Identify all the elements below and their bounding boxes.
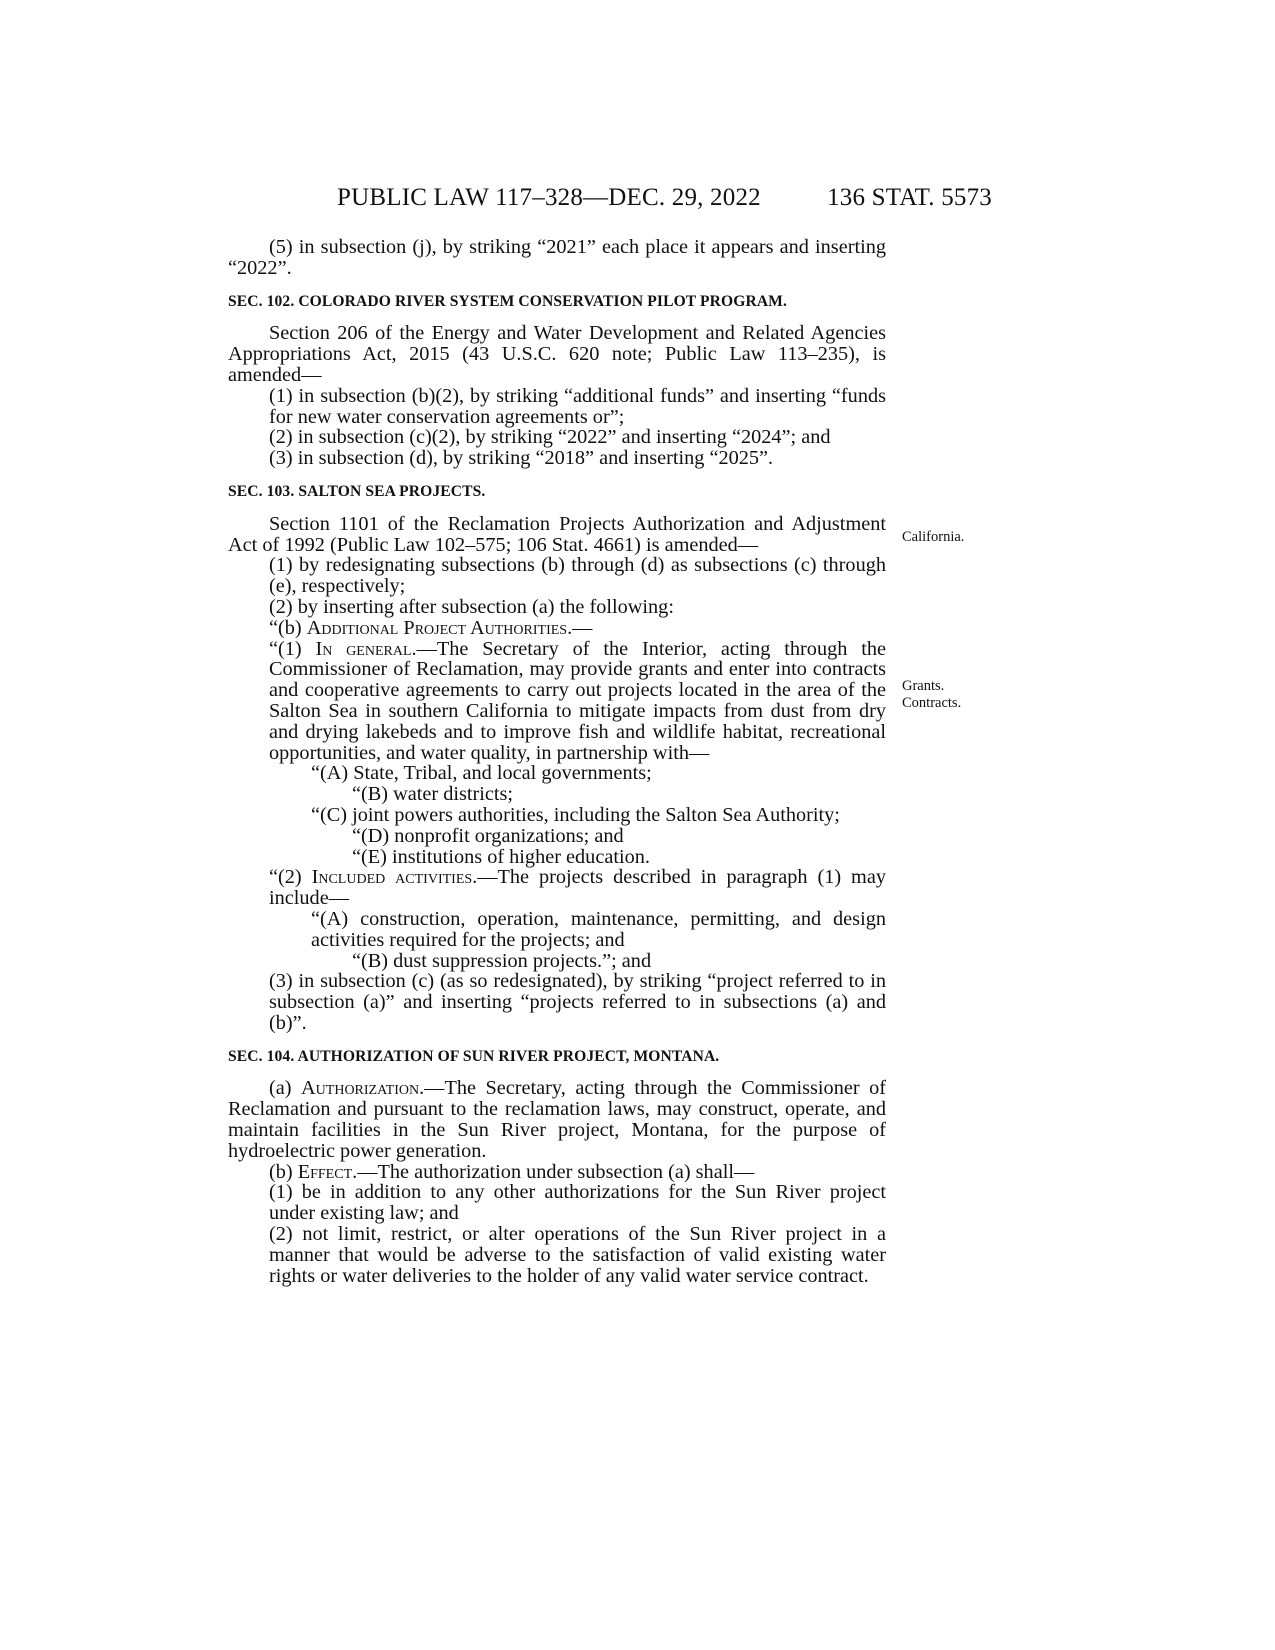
text-run: (b) <box>269 1160 298 1183</box>
section-heading: SEC. 102. COLORADO RIVER SYSTEM CONSERVATION PILOT PROGRAM. <box>228 292 788 310</box>
margin-note-grants: Grants. <box>902 678 945 694</box>
list-item-text: (1) in subsection (b)(2), by striking “additional funds” and inserting “funds for new water conservation agreements or”; <box>269 384 886 428</box>
list-item <box>228 847 886 868</box>
small-caps-heading: Effect <box>297 1160 353 1183</box>
text-run: .—The authorization under subsection (a) shall— <box>352 1160 755 1183</box>
paragraph: Section 206 of the Energy and Water Development and Related Agencies Appropriations Act, 2015 (43 U.S.C. 620 note; Public Law 113–235), is amended— <box>228 322 886 386</box>
margin-note-grants-contracts <box>902 678 961 712</box>
small-caps-heading: Included activities <box>311 866 473 889</box>
margin-note-california: California. <box>902 529 965 545</box>
small-caps-heading: Authorization <box>301 1077 420 1100</box>
list-item <box>228 386 886 428</box>
list-item <box>228 427 886 448</box>
subsection-heading <box>228 618 886 639</box>
margin-note-contracts: Contracts. <box>902 695 962 711</box>
paragraph <box>228 1162 886 1183</box>
paragraph <box>228 1078 886 1161</box>
list-item <box>228 909 886 951</box>
list-item <box>228 784 886 805</box>
list-item-text: “(C) joint powers authorities, including the Salton Sea Authority; <box>311 803 840 826</box>
small-caps-heading: In general <box>315 637 412 660</box>
list-item <box>228 1224 886 1286</box>
list-item-text: (3) in subsection (c) (as so redesignated), by striking “project referred to in subsection (a)” and inserting “projects referred to in subsections (a) and (b)”. <box>269 970 886 1034</box>
document-body <box>228 237 886 1286</box>
list-item-text: (2) by inserting after subsection (a) the following: <box>269 595 674 618</box>
list-item-text: (3) in subsection (d), by striking “2018” and inserting “2025”. <box>269 447 774 470</box>
list-item-text: “(A) State, Tribal, and local governments; <box>311 762 652 785</box>
paragraph <box>228 639 886 764</box>
list-item-text: “(B) dust suppression projects.”; and <box>352 949 652 972</box>
list-item-text: “(E) institutions of higher education. <box>352 845 650 868</box>
list-item <box>228 971 886 1033</box>
list-item <box>228 826 886 847</box>
list-item <box>228 951 886 972</box>
running-header-page-number: 136 STAT. 5573 <box>827 184 992 211</box>
text-run: “(b) <box>269 616 307 639</box>
small-caps-heading: Additional Project Authorities <box>306 616 568 639</box>
list-item <box>228 763 886 784</box>
paragraph: (5) in subsection (j), by striking “2021” each place it appears and inserting “2022”. <box>228 236 886 279</box>
list-item <box>228 805 886 826</box>
list-item-text: (1) by redesignating subsections (b) through (d) as subsections (c) through (e), respectively; <box>269 554 886 598</box>
list-item <box>228 555 886 597</box>
section-heading: SEC. 103. SALTON SEA PROJECTS. <box>228 482 486 500</box>
text-run: (a) <box>269 1077 302 1100</box>
text-run: .—The projects described in paragraph (1) may include— <box>269 866 886 910</box>
list-item <box>228 448 886 469</box>
list-item-text: (2) not limit, restrict, or alter operations of the Sun River project in a manner that would be adverse to the satisfaction of valid existing water rights or water deliveries to the holder of any valid water service contract. <box>269 1223 886 1287</box>
text-run: “(1) <box>269 637 316 660</box>
text-run: .—The Secretary of the Interior, acting through the Commissioner of Reclamation, may provide grants and enter into contracts and cooperative agreements to carry out projects located in the area of the Salton Sea in southern California to mitigate impacts from dust from dry and drying lakebeds and to improve fish and wildlife habitat, recreational opportunities, and water quality, in partnership with— <box>269 637 886 764</box>
list-item-text: (1) be in addition to any other authorizations for the Sun River project under existing law; and <box>269 1181 886 1225</box>
section-heading: SEC. 104. AUTHORIZATION OF SUN RIVER PROJECT, MONTANA. <box>228 1047 720 1065</box>
list-item <box>228 597 886 618</box>
text-run: .—The Secretary, acting through the Commissioner of Reclamation and pursuant to the reclamation laws, may construct, operate, and maintain facilities in the Sun River project, Montana, for the purpose of hydroelectric power generation. <box>228 1077 886 1162</box>
running-header-title: PUBLIC LAW 117–328—DEC. 29, 2022 <box>337 184 761 211</box>
list-item-text: “(B) water districts; <box>352 783 514 806</box>
text-run: “(2) <box>269 866 312 889</box>
list-item-text: “(D) nonprofit organizations; and <box>352 824 624 847</box>
paragraph <box>228 867 886 909</box>
paragraph: Section 1101 of the Reclamation Projects Authorization and Adjustment Act of 1992 (Public Law 102–575; 106 Stat. 4661) is amended— <box>228 512 886 556</box>
list-item-text: “(A) construction, operation, maintenance, permitting, and design activities required for the projects; and <box>311 907 886 951</box>
list-item <box>228 1182 886 1224</box>
list-item-text: (2) in subsection (c)(2), by striking “2022” and inserting “2024”; and <box>269 426 831 449</box>
text-run: .— <box>567 616 593 639</box>
